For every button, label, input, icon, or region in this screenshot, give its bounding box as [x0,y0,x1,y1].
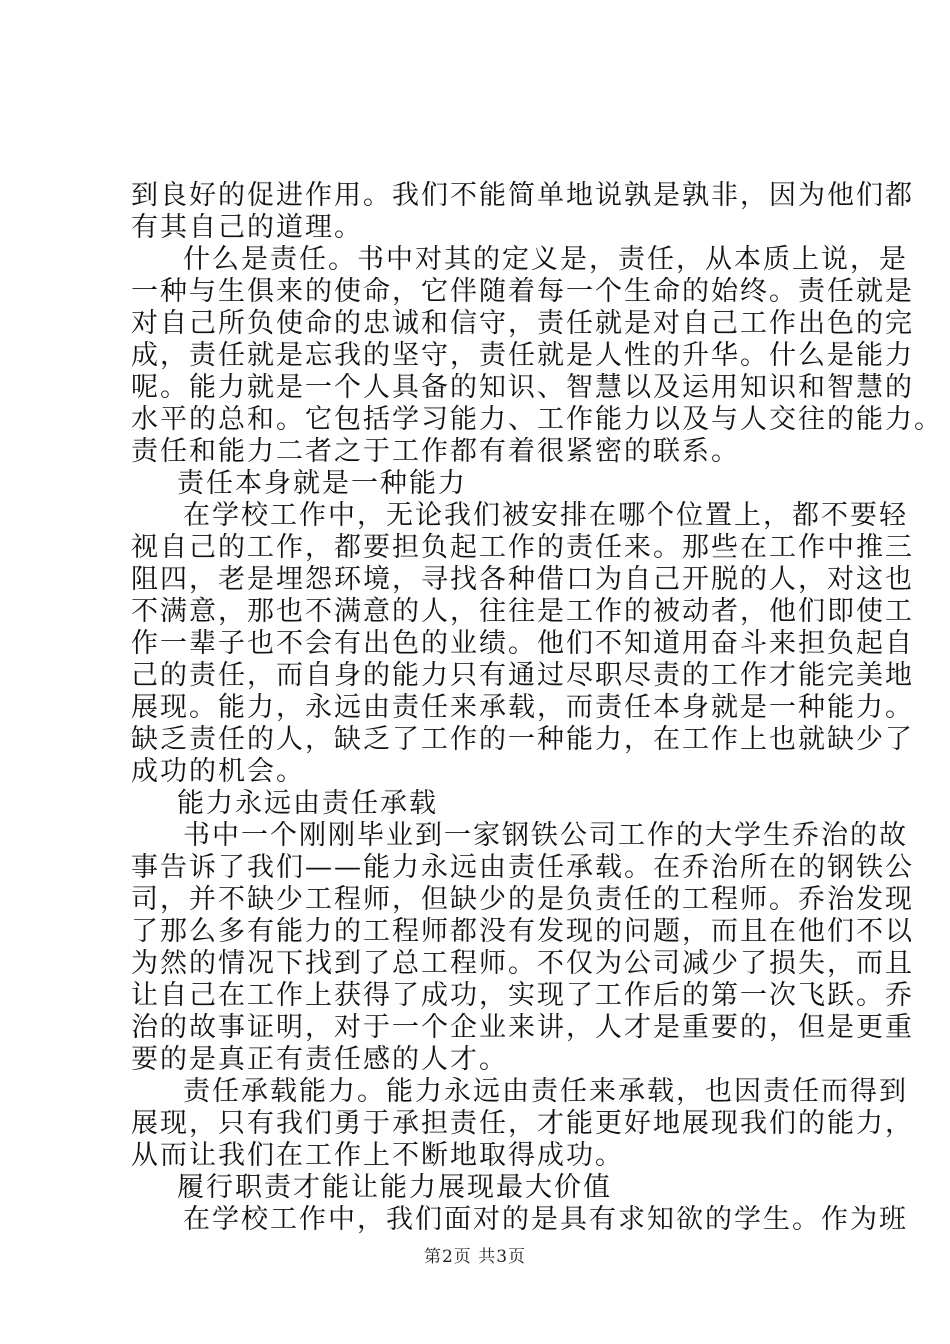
text-line: 展现。能力，永远由责任来承载，而责任本身就是一种能力。 [131,692,914,723]
text-line: 责任和能力二者之于工作都有着很紧密的联系。 [131,436,740,467]
paragraph [131,500,914,788]
text-line: 让自己在工作上获得了成功，实现了工作后的第一次飞跃。乔 [131,980,914,1011]
text-line: 不满意，那也不满意的人，往往是工作的被动者，他们即使工 [131,596,914,627]
text-line: 阻四，老是埋怨环境，寻找各种借口为自己开脱的人，对这也 [131,564,914,595]
document-body [131,180,943,1236]
section-heading [131,1172,831,1204]
text-line: 对自己所负使命的忠诚和信守，责任就是对自己工作出色的完 [131,308,914,339]
text-line: 从而让我们在工作上不断地取得成功。 [131,1140,624,1171]
text-line: 呢。能力就是一个人具备的知识、智慧以及运用知识和智慧的 [131,372,914,403]
text-line: 作一辈子也不会有出色的业绩。他们不知道用奋斗来担负起自 [131,628,914,659]
text-line: 缺乏责任的人，缺乏了工作的一种能力，在工作上也就缺少了 [131,724,914,755]
text-line: 要的是真正有责任感的人才。 [131,1044,508,1075]
text-line: 展现，只有我们勇于承担责任，才能更好地展现我们的能力， [131,1108,914,1139]
text-line: 在学校工作中，无论我们被安排在哪个位置上，都不要轻 [183,500,908,531]
text-line: 在学校工作中，我们面对的是具有求知欲的学生。作为班 [183,1204,908,1235]
text-line: 一种与生俱来的使命，它伴随着每一个生命的始终。责任就是 [131,276,914,307]
text-line: 司，并不缺少工程师，但缺少的是负责任的工程师。乔治发现 [131,884,914,915]
text-line: 到良好的促进作用。我们不能简单地说孰是孰非，因为他们都 [131,180,914,211]
text-line: 有其自己的道理。 [131,212,363,243]
page-footer [0,1242,950,1267]
paragraph [131,244,943,468]
text-line: 履行职责才能让能力展现最大价值 [177,1172,612,1203]
text-line: 事告诉了我们——能力永远由责任承载。在乔治所在的钢铁公 [131,852,914,883]
text-line: 了那么多有能力的工程师都没有发现的问题，而且在他们不以 [131,916,914,947]
text-line: 能力永远由责任承载 [177,788,438,819]
text-line: 什么是责任。书中对其的定义是，责任，从本质上说，是 [183,244,908,275]
paragraph [131,820,914,1076]
text-line: 责任承载能力。能力永远由责任来承载，也因责任而得到 [183,1076,908,1107]
text-line: 书中一个刚刚毕业到一家钢铁公司工作的大学生乔治的故 [183,820,908,851]
text-line: 成功的机会。 [131,756,305,787]
paragraph [131,1204,908,1236]
page-number: 第2页 共3页 [423,1247,527,1267]
text-line: 己的责任，而自身的能力只有通过尽职尽责的工作才能完美地 [131,660,914,691]
section-heading [131,468,831,500]
text-line: 水平的总和。它包括学习能力、工作能力以及与人交往的能力。 [131,404,943,435]
paragraph [131,1076,914,1172]
section-heading [131,788,831,820]
text-line: 成，责任就是忘我的坚守，责任就是人性的升华。什么是能力 [131,340,914,371]
text-line: 治的故事证明，对于一个企业来讲，人才是重要的，但是更重 [131,1012,914,1043]
text-line: 为然的情况下找到了总工程师。不仅为公司减少了损失，而且 [131,948,914,979]
text-line: 责任本身就是一种能力 [177,468,467,499]
text-line: 视自己的工作，都要担负起工作的责任来。那些在工作中推三 [131,532,914,563]
paragraph [131,180,914,244]
